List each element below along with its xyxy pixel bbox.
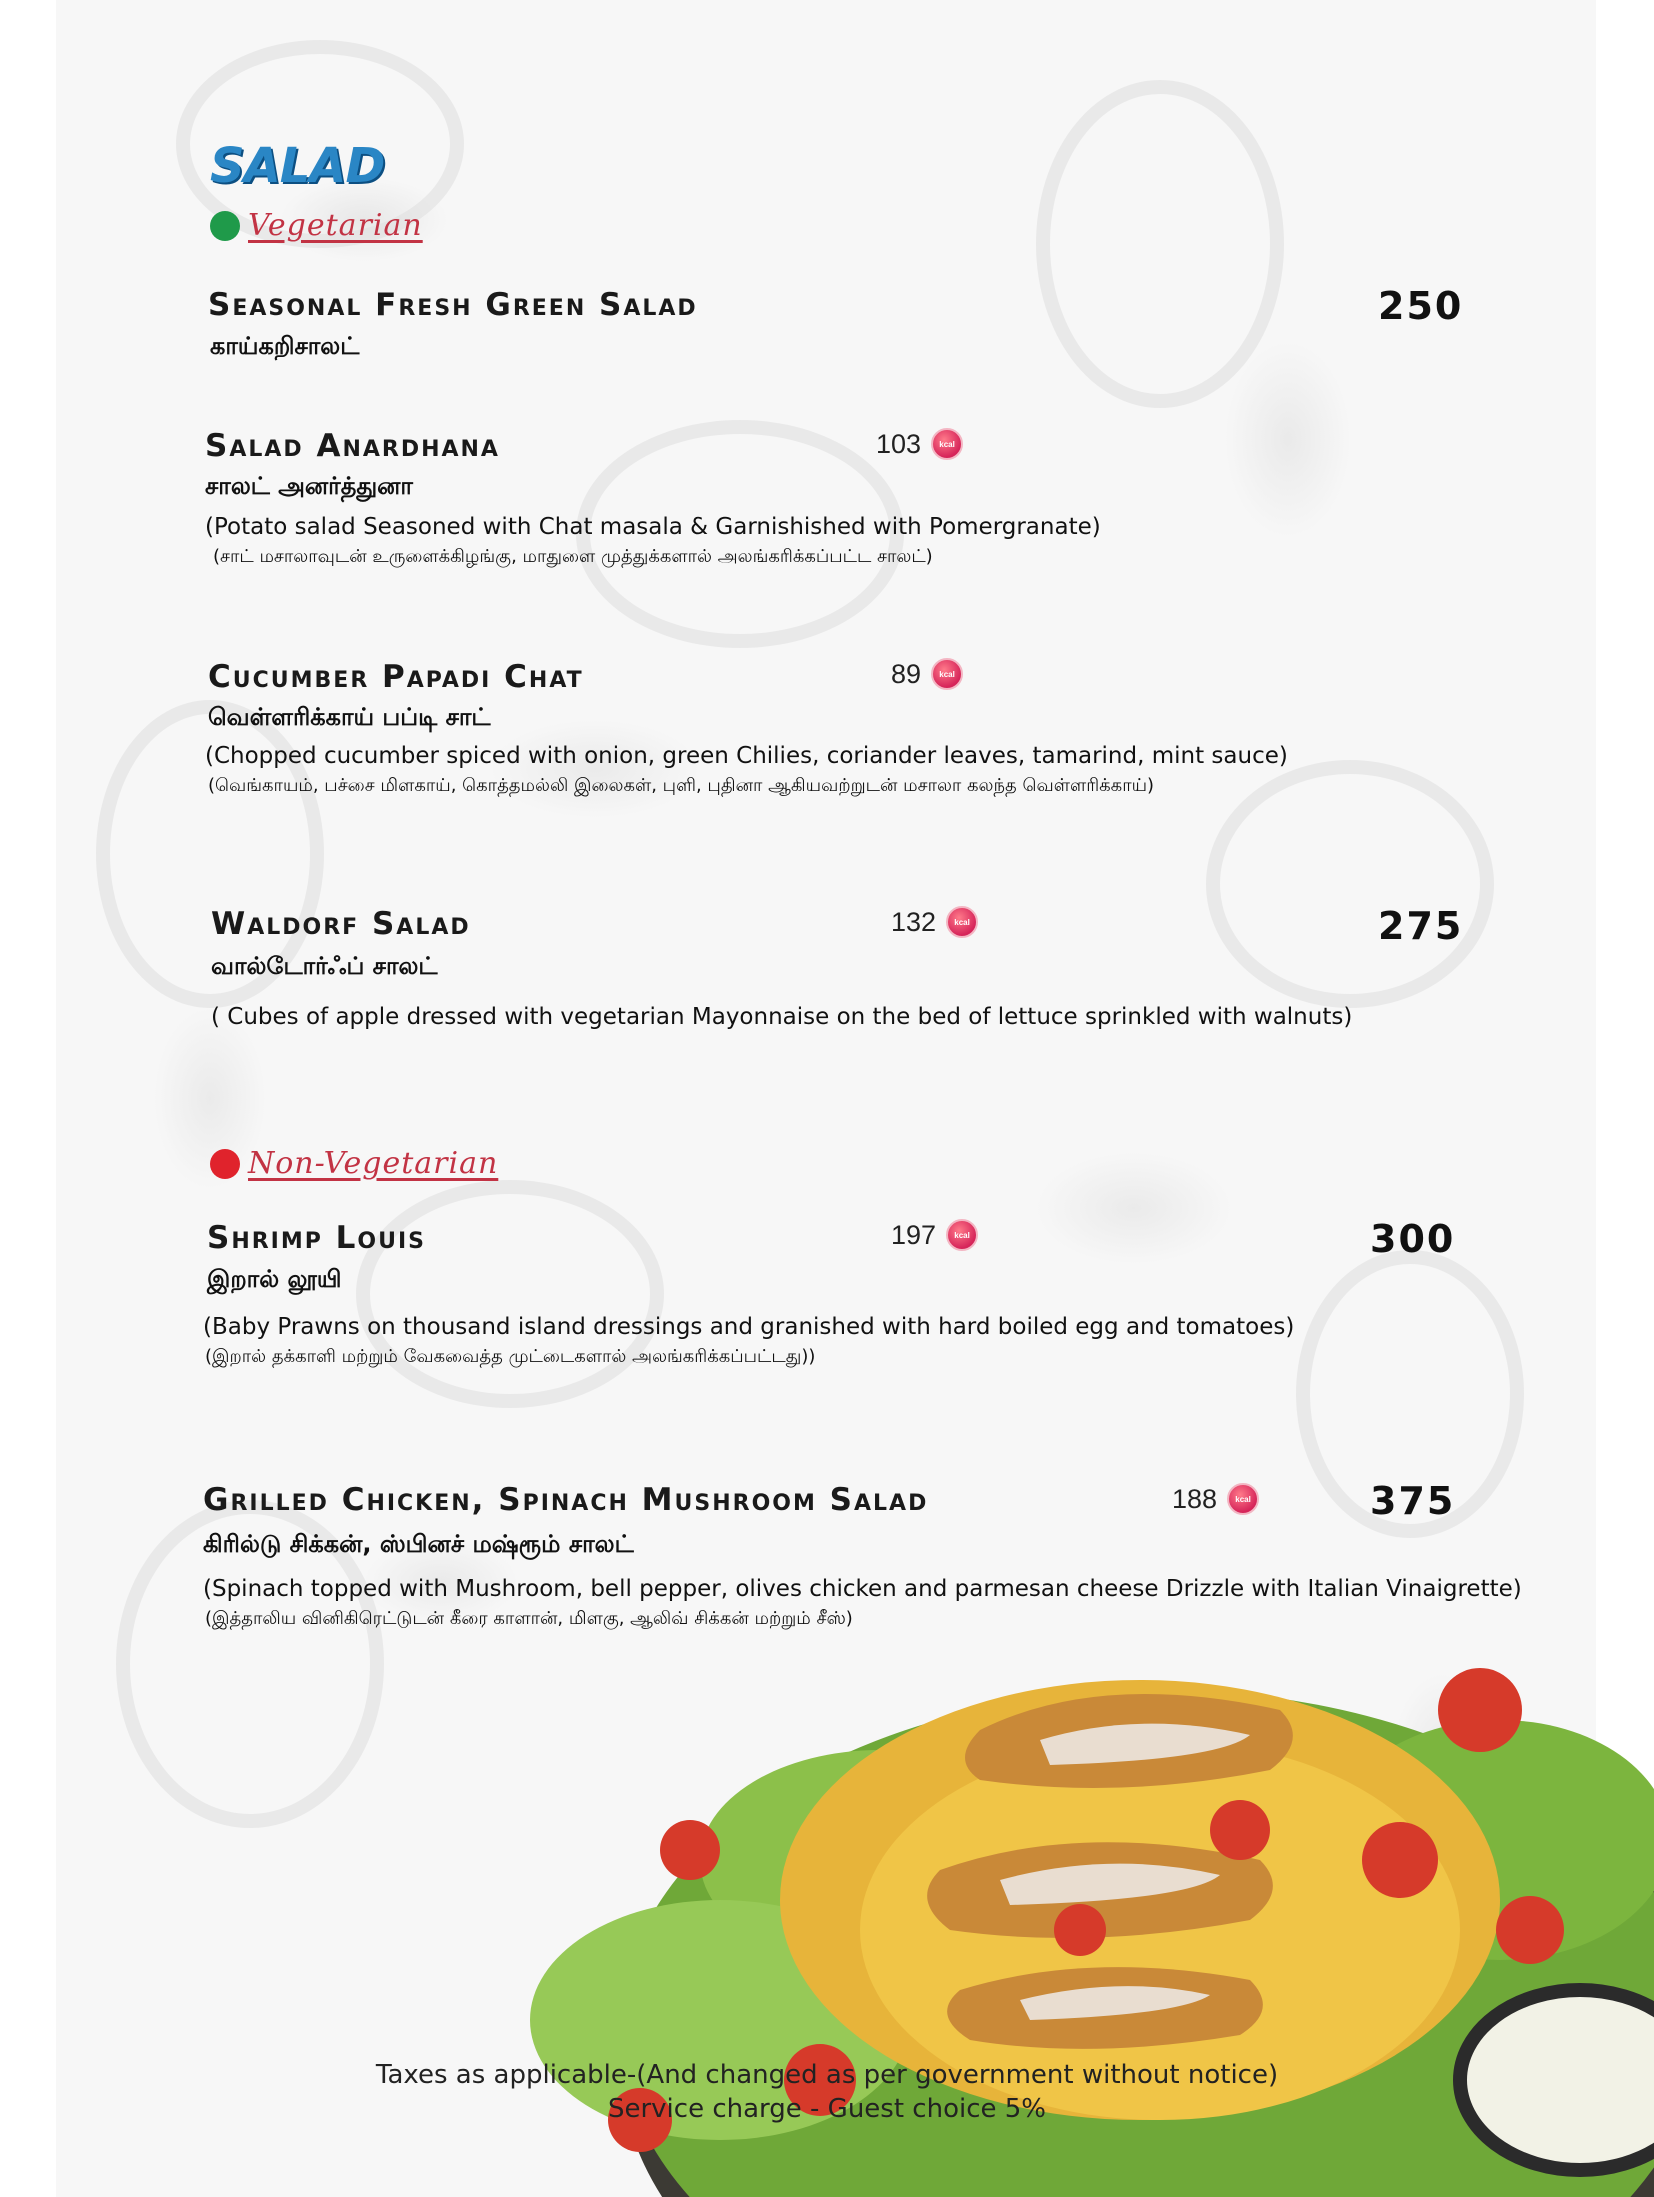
calorie-value: 132 — [891, 906, 937, 937]
background-swirl — [1206, 760, 1494, 1008]
calorie-value: 188 — [1172, 1483, 1218, 1514]
item-description: (Chopped cucumber spiced with onion, green Chilies, coriander leaves, tamarind, mint sauce) — [205, 743, 1288, 769]
item-name: Salad Anardhana — [205, 428, 500, 464]
item-description-tamil: (சாட் மசாலாவுடன் உருளைக்கிழங்கு, மாதுளை முத்துக்களால் அலங்கரிக்கப்பட்ட சாலட்) — [213, 546, 933, 567]
item-name: Grilled Chicken, Spinach Mushroom Salad — [203, 1482, 929, 1518]
background-swirl — [356, 1180, 664, 1408]
flame-icon: kcal — [931, 658, 963, 690]
item-price: 275 — [1378, 904, 1464, 948]
background-swirl — [1036, 80, 1284, 408]
item-name: Shrimp Louis — [207, 1220, 427, 1256]
category-vegetarian — [210, 208, 423, 243]
tax-note: Taxes as applicable-(And changed as per government without notice) — [375, 2060, 1279, 2090]
item-description-tamil: (இறால் தக்காளி மற்றும் வேகவைத்த முட்டைகளால் அலங்கரிக்கப்பட்டது)) — [205, 1346, 816, 1367]
item-name: Seasonal Fresh Green Salad — [208, 287, 698, 323]
nonveg-dot-icon — [210, 1149, 240, 1179]
calorie-badge — [891, 906, 978, 938]
item-price: 300 — [1370, 1217, 1456, 1261]
item-name-tamil: காய்கறிசாலட் — [210, 332, 360, 360]
calorie-badge — [891, 658, 963, 690]
item-name: Cucumber Papadi Chat — [208, 659, 584, 695]
item-description-tamil: (வெங்காயம், பச்சை மிளகாய், கொத்தமல்லி இலைகள், புளி, புதினா ஆகியவற்றுடன் மசாலா கலந்த வெள்ளரிக்காய்) — [208, 775, 1155, 796]
item-name-tamil: கிரில்டு சிக்கன், ஸ்பினச் மஷ்ரூம் சாலட் — [203, 1530, 634, 1558]
flame-icon: kcal — [931, 428, 963, 460]
item-name-tamil: இறால் லூயி — [207, 1265, 342, 1293]
flame-icon: kcal — [1227, 1483, 1259, 1515]
calorie-value: 103 — [876, 428, 922, 459]
calorie-value: 89 — [891, 658, 922, 689]
category-label: Non-Vegetarian — [248, 1146, 499, 1181]
item-description: (Spinach topped with Mushroom, bell pepper, olives chicken and parmesan cheese Drizzle with Italian Vinaigrette) — [203, 1576, 1522, 1602]
flame-icon: kcal — [946, 1219, 978, 1251]
item-name-tamil: வால்டோர்ஃப் சாலட் — [211, 952, 438, 980]
calorie-badge — [1172, 1483, 1259, 1515]
service-charge-note: Service charge - Guest choice 5% — [607, 2094, 1047, 2124]
item-name-tamil: வெள்ளரிக்காய் பப்டி சாட் — [208, 703, 491, 731]
item-description: (Baby Prawns on thousand island dressings and granished with hard boiled egg and tomatoes) — [203, 1314, 1295, 1340]
calorie-badge — [891, 1219, 978, 1251]
item-description-tamil: (இத்தாலிய வினிகிரெட்டுடன் கீரை காளான், மிளகு, ஆலிவ் சிக்கன் மற்றும் சீஸ்) — [205, 1608, 853, 1629]
category-non-vegetarian — [210, 1146, 498, 1181]
category-label: Vegetarian — [248, 208, 423, 243]
item-name: Waldorf Salad — [211, 906, 471, 942]
item-description: (Potato salad Seasoned with Chat masala & Garnishished with Pomergranate) — [205, 514, 1101, 540]
item-name-tamil: சாலட் அனர்த்துனா — [205, 472, 413, 500]
calorie-value: 197 — [891, 1219, 937, 1250]
calorie-badge — [876, 428, 963, 460]
item-description: ( Cubes of apple dressed with vegetarian Mayonnaise on the bed of lettuce sprinkled with walnuts) — [211, 1004, 1353, 1030]
flame-icon: kcal — [946, 906, 978, 938]
item-price: 250 — [1378, 284, 1464, 328]
veg-dot-icon — [210, 211, 240, 241]
item-price: 375 — [1370, 1479, 1456, 1523]
section-title: SALAD — [210, 138, 385, 194]
